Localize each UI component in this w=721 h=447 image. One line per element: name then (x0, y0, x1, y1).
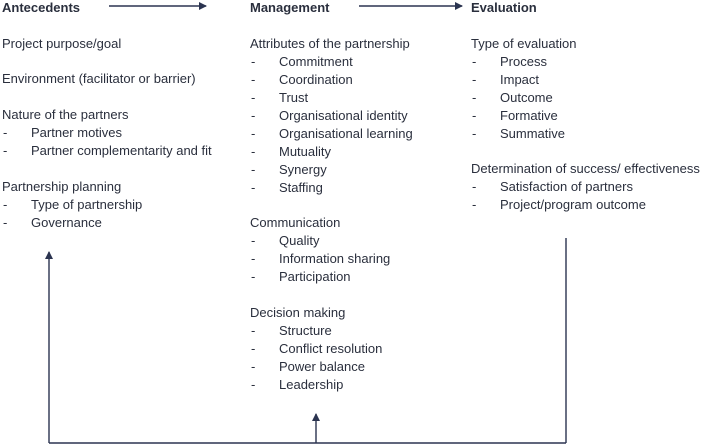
item-label: Formative (500, 108, 558, 123)
bullet-dash: - (251, 323, 256, 338)
item-label: Trust (279, 90, 309, 105)
bullet-dash: - (3, 143, 8, 158)
item-label: Coordination (279, 72, 353, 87)
item-label: Governance (31, 215, 102, 230)
bullet-dash: - (251, 269, 256, 284)
item-label: Power balance (279, 359, 365, 374)
bullet-dash: - (251, 144, 256, 159)
bullet-dash: - (472, 54, 477, 69)
bullet-dash: - (3, 125, 8, 140)
item-label: Outcome (500, 90, 553, 105)
item-label: Conflict resolution (279, 341, 383, 356)
group-title: Nature of the partners (2, 107, 129, 122)
group-title: Communication (250, 215, 341, 230)
item-label: Partner complementarity and fit (31, 143, 212, 158)
bullet-dash: - (472, 197, 477, 212)
group-title: Environment (facilitator or barrier) (2, 71, 196, 86)
group-title: Determination of success/ effectiveness (471, 161, 700, 176)
item-label: Project/program outcome (500, 197, 646, 212)
group-title: Type of evaluation (471, 36, 577, 51)
bullet-dash: - (251, 126, 256, 141)
item-label: Leadership (279, 377, 344, 392)
bullet-dash: - (251, 233, 256, 248)
management-heading: Management (250, 0, 330, 15)
group-title: Project purpose/goal (2, 36, 122, 51)
item-label: Process (500, 54, 547, 69)
bullet-dash: - (251, 359, 256, 374)
bullet-dash: - (472, 126, 477, 141)
item-label: Type of partnership (31, 197, 143, 212)
bullet-dash: - (251, 251, 256, 266)
item-label: Staffing (279, 180, 323, 195)
bullet-dash: - (251, 72, 256, 87)
bullet-dash: - (251, 180, 256, 195)
bullet-dash: - (251, 341, 256, 356)
group-title: Attributes of the partnership (250, 36, 410, 51)
item-label: Synergy (279, 162, 327, 177)
bullet-dash: - (251, 108, 256, 123)
group-title: Partnership planning (2, 179, 122, 194)
item-label: Summative (500, 126, 566, 141)
bullet-dash: - (472, 108, 477, 123)
bullet-dash: - (251, 54, 256, 69)
bullet-dash: - (3, 215, 8, 230)
evaluation-heading: Evaluation (471, 0, 537, 15)
group-title: Decision making (250, 305, 346, 320)
bullet-dash: - (251, 377, 256, 392)
item-label: Commitment (279, 54, 353, 69)
item-label: Organisational learning (279, 126, 413, 141)
item-label: Organisational identity (279, 108, 408, 123)
bullet-dash: - (251, 162, 256, 177)
item-label: Structure (279, 323, 332, 338)
bullet-dash: - (472, 90, 477, 105)
item-label: Satisfaction of partners (500, 179, 633, 194)
antecedents-heading: Antecedents (2, 0, 81, 15)
item-label: Impact (500, 72, 540, 87)
bullet-dash: - (251, 90, 256, 105)
item-label: Participation (279, 269, 351, 284)
bullet-dash: - (472, 72, 477, 87)
item-label: Quality (279, 233, 320, 248)
item-label: Information sharing (279, 251, 391, 266)
item-label: Mutuality (279, 144, 332, 159)
bullet-dash: - (3, 197, 8, 212)
bullet-dash: - (472, 179, 477, 194)
item-label: Partner motives (31, 125, 123, 140)
